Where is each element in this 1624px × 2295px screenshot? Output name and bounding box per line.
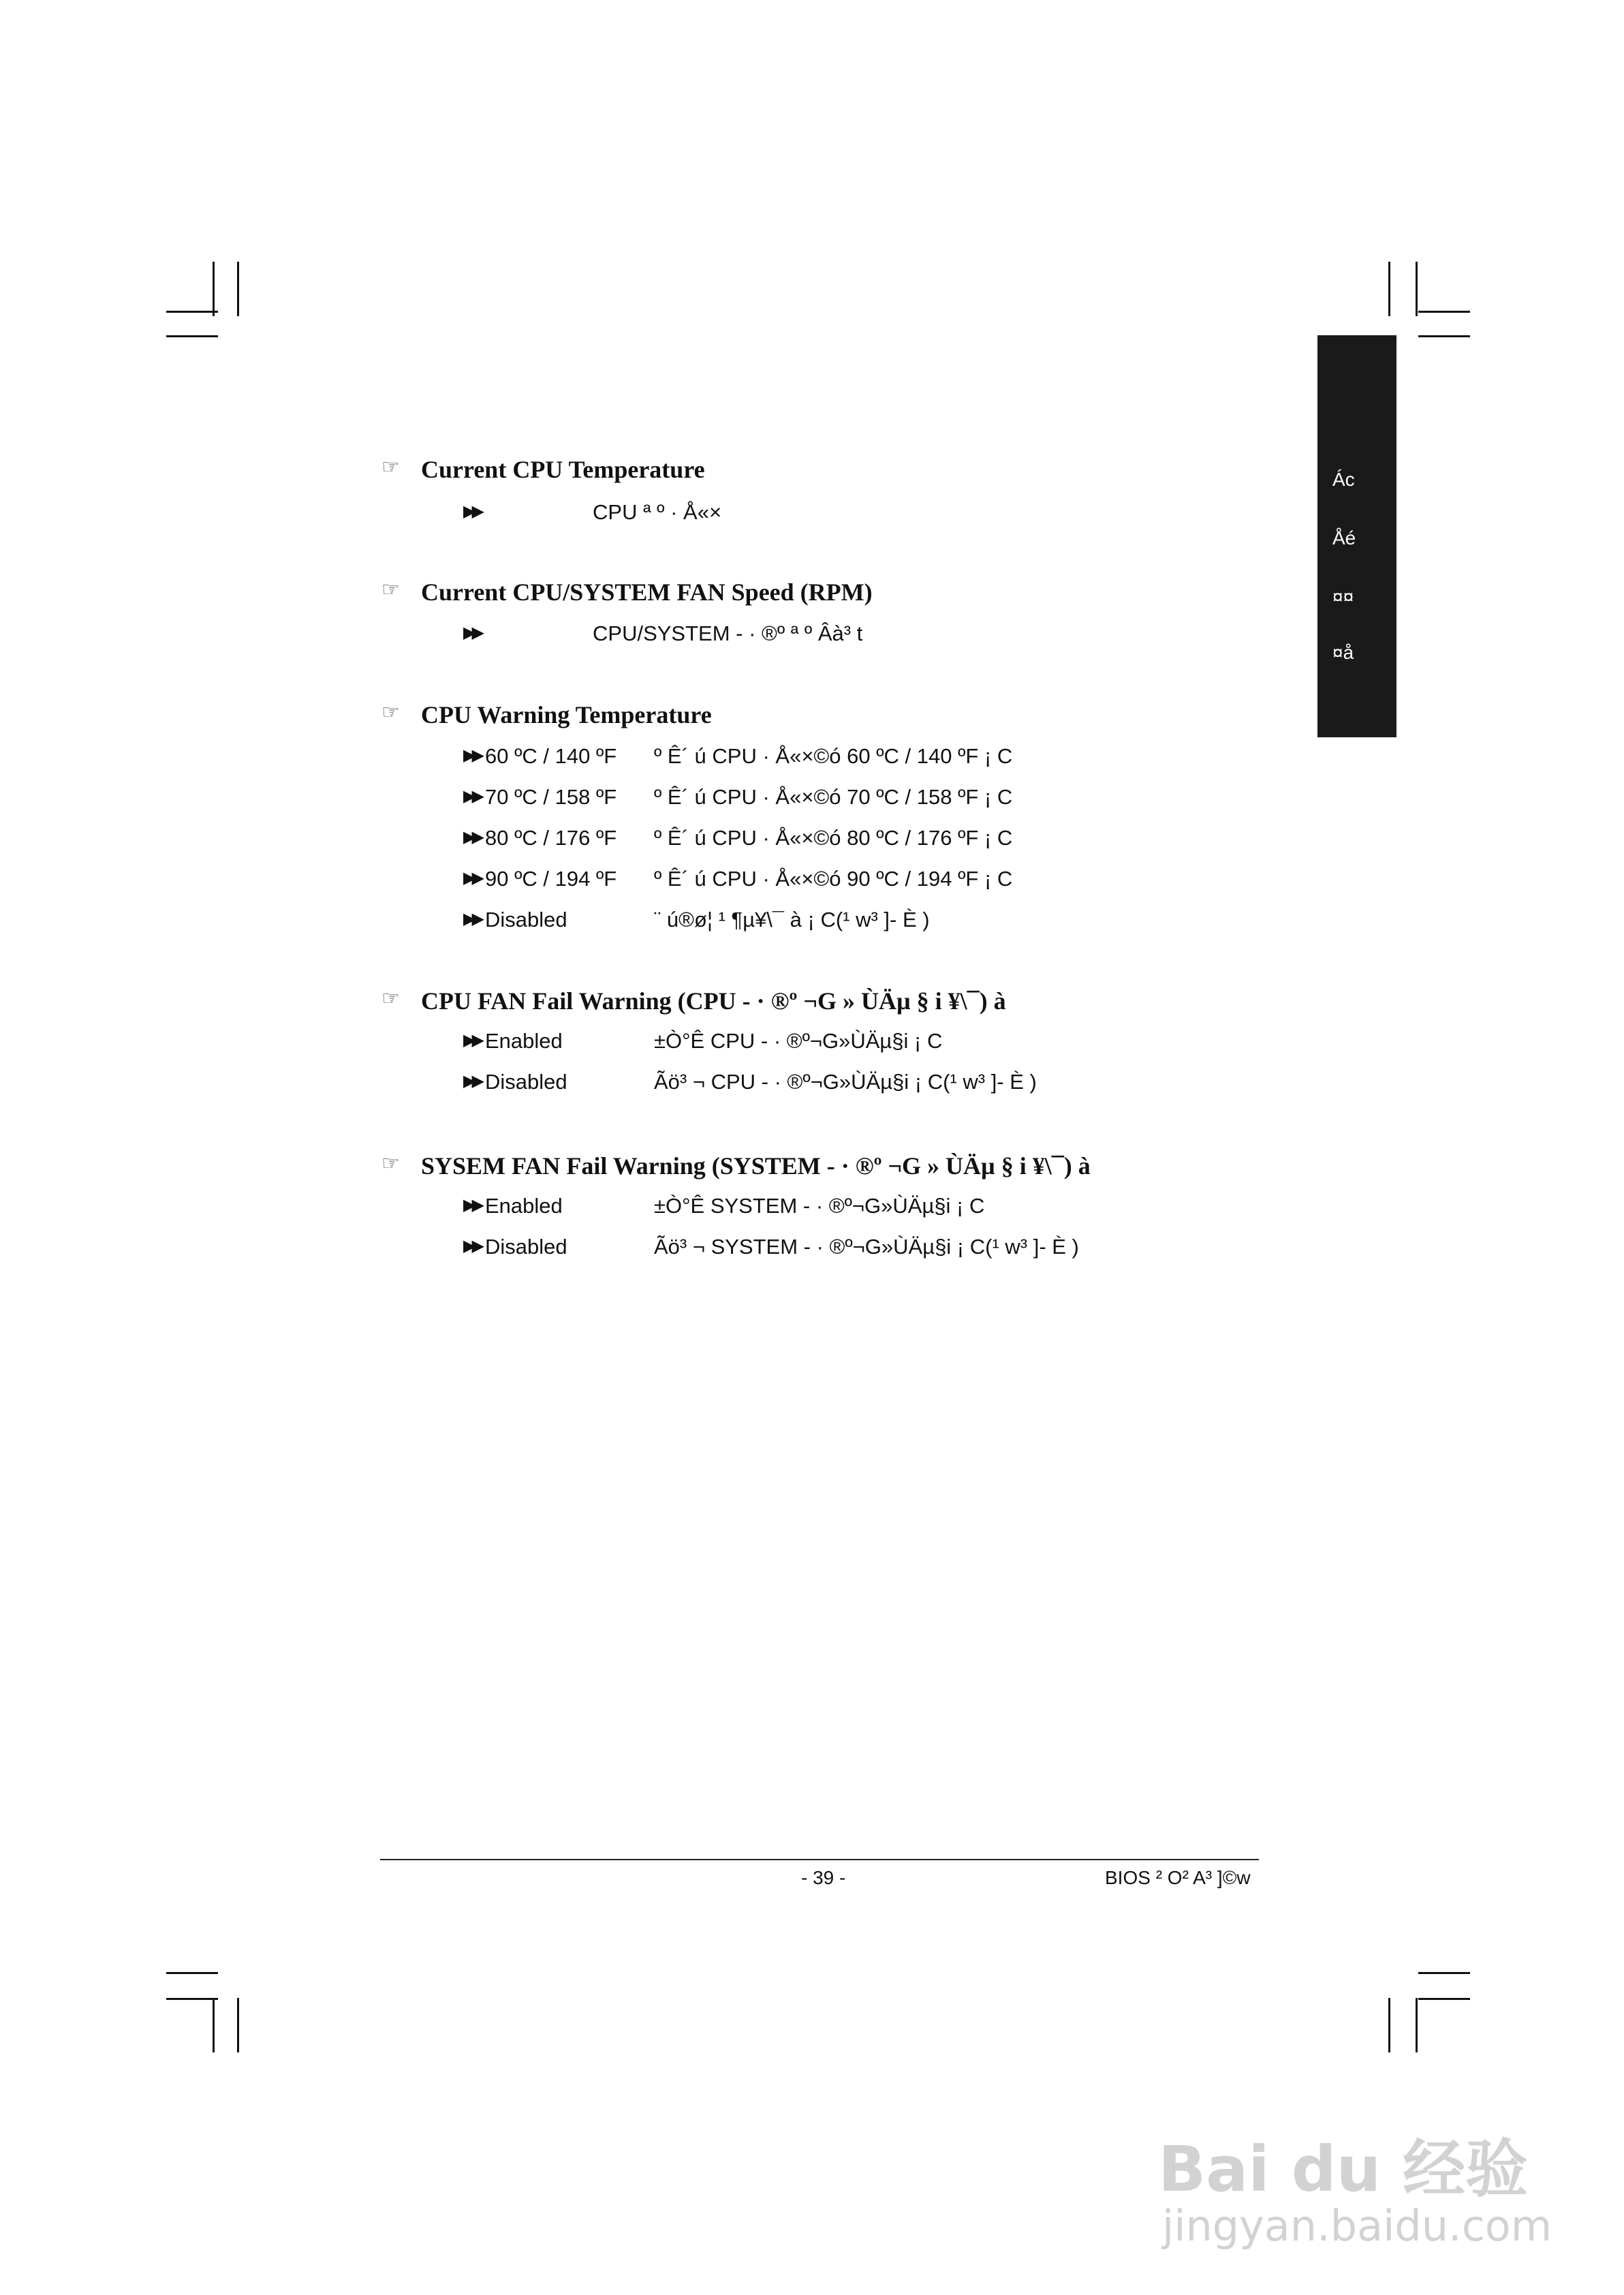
crop-mark (213, 262, 215, 316)
page-number: - 39 - (801, 1867, 846, 1888)
crop-mark (1418, 335, 1470, 337)
crop-mark (213, 1998, 215, 2052)
option-value: 80 ºC / 176 ºF (485, 826, 617, 850)
option-value: Enabled (485, 1029, 563, 1053)
double-arrow-icon: ▶▶ (463, 869, 480, 887)
option-description: º Ê´ ú CPU · Å«×©ó 70 ºC / 158 ºF ¡ C (654, 785, 1013, 809)
option-description: º Ê´ ú CPU · Å«×©ó 60 ºC / 140 ºF ¡ C (654, 744, 1013, 768)
crop-mark (237, 1998, 239, 2052)
side-tab-label: ¤¤ (1332, 586, 1354, 607)
option-value: 60 ºC / 140 ºF (485, 744, 617, 768)
watermark-brand: Bai du 经验 (1158, 2133, 1529, 2206)
double-arrow-icon: ▶▶ (463, 787, 480, 805)
pointing-hand-icon: ☞ (381, 1152, 400, 1175)
option-description: Ãö³ ¬ SYSTEM - · ®º¬G»ÙÄµ§i ¡ C(¹ w³ ]- È ) (654, 1235, 1079, 1259)
option-value: 90 ºC / 194 ºF (485, 867, 617, 891)
option-description: º Ê´ ú CPU · Å«×©ó 90 ºC / 194 ºF ¡ C (654, 867, 1013, 891)
side-tab-label: ¤å (1332, 642, 1354, 663)
section-heading: Current CPU/SYSTEM FAN Speed (RPM) (421, 579, 873, 606)
crop-mark (237, 262, 239, 316)
side-tab-label: Ác (1332, 469, 1355, 490)
chapter-side-tab (1317, 335, 1396, 737)
crop-mark (166, 1998, 218, 2000)
section-heading: Current CPU Temperature (421, 456, 705, 483)
option-description: ±Ò°Ê SYSTEM - · ®º¬G»ÙÄµ§i ¡ C (654, 1194, 985, 1218)
option-value: Disabled (485, 908, 567, 931)
crop-mark (166, 311, 218, 313)
option-description: CPU ª º · Å«× (593, 500, 722, 524)
pointing-hand-icon: ☞ (381, 456, 400, 478)
crop-mark (166, 335, 218, 337)
option-value: 70 ºC / 158 ºF (485, 785, 617, 809)
pointing-hand-icon: ☞ (381, 701, 400, 724)
double-arrow-icon: ▶▶ (463, 1237, 480, 1255)
pointing-hand-icon: ☞ (381, 987, 400, 1010)
pointing-hand-icon: ☞ (381, 579, 400, 601)
option-value: Enabled (485, 1194, 563, 1218)
option-value: Disabled (485, 1235, 567, 1259)
section-heading: CPU FAN Fail Warning (CPU - · ®º ¬G » ÙÄµ § i ¥\¯) à (421, 987, 1006, 1015)
option-description: CPU/SYSTEM - · ®º ª º Âà³ t (593, 621, 863, 645)
crop-mark (1388, 262, 1390, 316)
double-arrow-icon: ▶▶ (463, 1196, 480, 1214)
double-arrow-icon: ▶▶ (463, 828, 480, 846)
section-heading: SYSEM FAN Fail Warning (SYSTEM - · ®º ¬G » ÙÄµ § i ¥\¯) à (421, 1152, 1091, 1180)
double-arrow-icon: ▶▶ (463, 623, 480, 642)
crop-mark (1416, 262, 1418, 316)
section-heading: CPU Warning Temperature (421, 701, 712, 728)
watermark-url: jingyan.baidu.com (1162, 2201, 1552, 2251)
double-arrow-icon: ▶▶ (463, 1072, 480, 1090)
crop-mark (1418, 311, 1470, 313)
footer-title: BIOS ² Ο² Α³ ]©w (1105, 1867, 1251, 1888)
crop-mark (1388, 1998, 1390, 2052)
double-arrow-icon: ▶▶ (463, 502, 480, 521)
double-arrow-icon: ▶▶ (463, 1031, 480, 1049)
option-description: ¨ ú®ø¦ ¹ ¶µ¥\¯ à ¡ C(¹ w³ ]- È ) (654, 908, 930, 931)
footer-divider (380, 1859, 1259, 1860)
double-arrow-icon: ▶▶ (463, 910, 480, 928)
crop-mark (1416, 1998, 1418, 2052)
option-description: Ãö³ ¬ CPU - · ®º¬G»ÙÄµ§i ¡ C(¹ w³ ]- È ) (654, 1070, 1037, 1094)
crop-mark (166, 1972, 218, 1974)
crop-mark (1418, 1972, 1470, 1974)
side-tab-label: Åé (1332, 527, 1356, 549)
crop-mark (1418, 1998, 1470, 2000)
double-arrow-icon: ▶▶ (463, 746, 480, 765)
option-description: ±Ò°Ê CPU - · ®º¬G»ÙÄµ§i ¡ C (654, 1029, 943, 1053)
option-description: º Ê´ ú CPU · Å«×©ó 80 ºC / 176 ºF ¡ C (654, 826, 1013, 850)
option-value: Disabled (485, 1070, 567, 1094)
